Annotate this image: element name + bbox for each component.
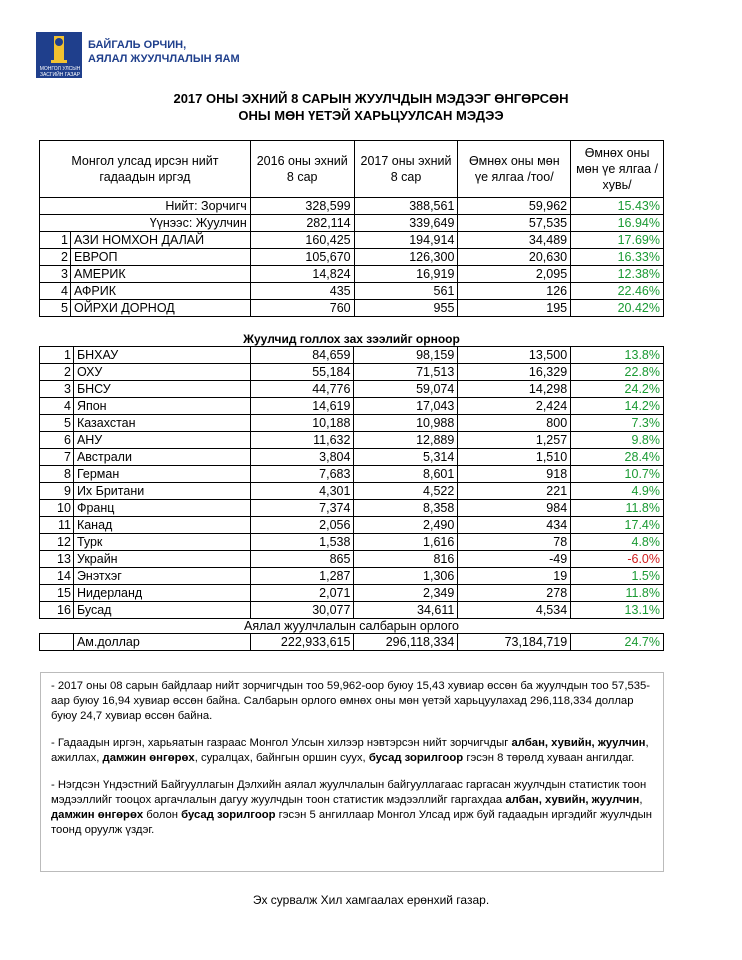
table-row <box>40 232 664 249</box>
table-header-row <box>40 141 664 198</box>
row-label <box>40 283 251 300</box>
diff-percent: 20.42% <box>571 300 664 317</box>
value-2016: 328,599 <box>250 198 354 215</box>
value-2017: 955 <box>354 300 458 317</box>
diff-count: 221 <box>458 483 571 500</box>
notes-box <box>40 672 664 872</box>
row-name: ОЙРХИ ДОРНОД <box>74 301 175 315</box>
note-bold: бусад зорилгоор <box>368 752 464 764</box>
header-cell: Монгол улсад ирсэн нийт гадаадын иргэд <box>40 141 251 198</box>
value-2016: 435 <box>250 283 354 300</box>
value-2016: 865 <box>250 551 354 568</box>
countries-table <box>39 346 664 651</box>
table-row <box>40 398 664 415</box>
table-row <box>40 585 664 602</box>
country-name: Энэтхэг <box>73 568 250 585</box>
ministry-line-1: БАЙГАЛЬ ОРЧИН, <box>88 39 187 51</box>
table-row <box>40 483 664 500</box>
row-index: 9 <box>40 483 74 500</box>
value-2016: 55,184 <box>250 364 354 381</box>
table-row <box>40 602 664 619</box>
table-row <box>40 432 664 449</box>
diff-percent: 10.7% <box>571 466 664 483</box>
row-index: 5 <box>40 415 74 432</box>
row-index: 2 <box>40 364 74 381</box>
diff-count: 13,500 <box>458 347 571 364</box>
country-name: Канад <box>73 517 250 534</box>
diff-count: 16,329 <box>458 364 571 381</box>
diff-count: 984 <box>458 500 571 517</box>
diff-count: 800 <box>458 415 571 432</box>
page-title <box>40 90 702 124</box>
diff-percent: 1.5% <box>571 568 664 585</box>
revenue-row <box>40 634 664 651</box>
diff-percent: 13.1% <box>571 602 664 619</box>
diff-percent: 17.69% <box>571 232 664 249</box>
source-note: Эх сурвалж Хил хамгаалах ерөнхий газар. <box>252 893 490 907</box>
country-name: АНУ <box>73 432 250 449</box>
note-text: , ажиллах, <box>51 737 649 764</box>
value-2016: 7,374 <box>250 500 354 517</box>
note-text: , <box>639 794 643 806</box>
diff-percent: 22.8% <box>571 364 664 381</box>
diff-percent: 9.8% <box>571 432 664 449</box>
value-2017: 16,919 <box>354 266 458 283</box>
row-index: 4 <box>40 398 74 415</box>
value-2016: 160,425 <box>250 232 354 249</box>
value-2016: 105,670 <box>250 249 354 266</box>
country-name: Австрали <box>73 449 250 466</box>
note-paragraph-1: - 2017 оны 08 сарын байдлаар нийт зорчигчдын тоо 59,962-оор буюу 15,43 хувиар өссөн ба жуулчдын тоо 57,535-аар буюу 16,94 хувиар өссөн байна. Салбарын орлого өмнөх оны мөн үетэй харьцуулахад 296,118,334 доллар буюу 24,7 хувиар өссөн байна. <box>51 680 651 722</box>
row-name: ЕВРОП <box>74 250 118 264</box>
country-name: БНСУ <box>73 381 250 398</box>
table-row <box>40 466 664 483</box>
diff-count: 434 <box>458 517 571 534</box>
value-2016: 2,071 <box>250 585 354 602</box>
title-line-1: 2017 ОНЫ ЭХНИЙ 8 САРЫН ЖУУЛЧДЫН МЭДЭЭГ ӨНГӨРСӨН <box>173 91 569 106</box>
diff-count: 2,424 <box>458 398 571 415</box>
row-index: 14 <box>40 568 74 585</box>
table-row <box>40 568 664 585</box>
diff-count: 278 <box>458 585 571 602</box>
diff-count: 14,298 <box>458 381 571 398</box>
value-2017: 59,074 <box>354 381 458 398</box>
value-2017: 1,616 <box>354 534 458 551</box>
diff-count: 918 <box>458 466 571 483</box>
value-2017: 561 <box>354 283 458 300</box>
diff-percent: 15.43% <box>571 198 664 215</box>
diff-percent: 24.7% <box>571 634 664 651</box>
country-name: Турк <box>73 534 250 551</box>
diff-percent: 24.2% <box>571 381 664 398</box>
diff-percent: 13.8% <box>571 347 664 364</box>
value-2016: 14,619 <box>250 398 354 415</box>
revenue-title-row <box>40 619 664 634</box>
note-bold: бусад зорилгоор <box>181 809 276 821</box>
country-name: Украйн <box>73 551 250 568</box>
ministry-name <box>88 38 240 66</box>
value-2017: 17,043 <box>354 398 458 415</box>
value-2017: 98,159 <box>354 347 458 364</box>
value-2016: 7,683 <box>250 466 354 483</box>
diff-count: 2,095 <box>458 266 571 283</box>
diff-count: 59,962 <box>458 198 571 215</box>
note-paragraph-3 <box>51 778 653 838</box>
value-2016: 282,114 <box>250 215 354 232</box>
title-line-2: ОНЫ МӨН ҮЕТЭЙ ХАРЬЦУУЛСАН МЭДЭЭ <box>238 108 504 123</box>
value-2017: 10,988 <box>354 415 458 432</box>
row-index: 1 <box>40 232 71 248</box>
value-2017: 296,118,334 <box>354 634 458 651</box>
note-text: гэсэн 8 төрөлд хуваан ангилдаг. <box>463 752 635 764</box>
diff-percent: 11.8% <box>571 500 664 517</box>
note-text: , суралцах, байнгын оршин суух, <box>194 752 369 764</box>
table-row <box>40 415 664 432</box>
value-2016: 14,824 <box>250 266 354 283</box>
value-2016: 2,056 <box>250 517 354 534</box>
diff-count: 57,535 <box>458 215 571 232</box>
logo-caption: МОНГОЛ УЛСЫН ЗАСГИЙН ГАЗАР <box>39 66 81 78</box>
table-row <box>40 300 664 317</box>
country-name: Нидерланд <box>73 585 250 602</box>
note-bold: дамжин өнгөрөх <box>102 752 195 764</box>
value-2016: 4,301 <box>250 483 354 500</box>
row-index: 10 <box>40 500 74 517</box>
diff-count: 1,510 <box>458 449 571 466</box>
diff-percent: 7.3% <box>571 415 664 432</box>
value-2017: 816 <box>354 551 458 568</box>
diff-percent: 16.33% <box>571 249 664 266</box>
ministry-line-2: АЯЛАЛ ЖУУЛЧЛАЛЫН ЯАМ <box>88 53 240 65</box>
country-name: БНХАУ <box>73 347 250 364</box>
row-name: АМЕРИК <box>74 267 126 281</box>
country-name: Казахстан <box>73 415 250 432</box>
diff-percent: 17.4% <box>571 517 664 534</box>
revenue-currency: Ам.доллар <box>73 634 250 651</box>
table-row <box>40 534 664 551</box>
note-paragraph-2 <box>51 736 653 766</box>
row-index: 3 <box>40 266 71 282</box>
revenue-index <box>40 634 74 651</box>
value-2017: 5,314 <box>354 449 458 466</box>
value-2017: 2,349 <box>354 585 458 602</box>
value-2016: 3,804 <box>250 449 354 466</box>
note-bold: албан, хувийн, жуулчин <box>505 794 640 806</box>
value-2017: 388,561 <box>354 198 458 215</box>
header-cell: 2017 оны эхний 8 сар <box>354 141 458 198</box>
row-name: АФРИК <box>74 284 117 298</box>
row-label: Үүнээс: Жуулчин <box>40 215 251 232</box>
country-name: Япон <box>73 398 250 415</box>
table-row <box>40 449 664 466</box>
diff-percent: 28.4% <box>571 449 664 466</box>
diff-count: 1,257 <box>458 432 571 449</box>
table-row <box>40 215 664 232</box>
row-index: 11 <box>40 517 74 534</box>
header-cell: Өмнөх оны мөн үе ялгаа /хувь/ <box>571 141 664 198</box>
country-name: Бусад <box>73 602 250 619</box>
value-2017: 2,490 <box>354 517 458 534</box>
note-text: болон <box>143 809 182 821</box>
note-bold: дамжин өнгөрөх <box>51 809 144 821</box>
header-cell: 2016 оны эхний 8 сар <box>250 141 354 198</box>
row-label: Нийт: Зорчигч <box>40 198 251 215</box>
diff-percent: 16.94% <box>571 215 664 232</box>
value-2017: 4,522 <box>354 483 458 500</box>
table-row <box>40 266 664 283</box>
row-index: 1 <box>40 347 74 364</box>
value-2017: 339,649 <box>354 215 458 232</box>
note-text: - Гадаадын иргэн, харьяатын газраас Монгол Улсын хилээр нэвтэрсэн нийт зорчигчдыг <box>51 737 512 749</box>
diff-count: 78 <box>458 534 571 551</box>
table-row <box>40 551 664 568</box>
soyombo-icon <box>36 32 82 68</box>
row-index: 4 <box>40 283 71 299</box>
table-row <box>40 517 664 534</box>
note-text: - Нэгдсэн Үндэстний Байгууллагын Дэлхийн аялал жуулчлалын байгууллагаас гаргасан жуулчдын статистик тоон мэдээллийг тооцох аргачлалын дагуу жуулчдын тоон статистик мэдээллийг гаргахдаа <box>51 779 647 806</box>
summary-table <box>39 140 664 317</box>
value-2016: 30,077 <box>250 602 354 619</box>
diff-count: 34,489 <box>458 232 571 249</box>
diff-percent: 12.38% <box>571 266 664 283</box>
value-2017: 12,889 <box>354 432 458 449</box>
row-label <box>40 232 251 249</box>
value-2016: 760 <box>250 300 354 317</box>
diff-count: 126 <box>458 283 571 300</box>
table-row <box>40 347 664 364</box>
diff-percent: 11.8% <box>571 585 664 602</box>
row-label <box>40 266 251 283</box>
table-row <box>40 364 664 381</box>
country-name: ОХУ <box>73 364 250 381</box>
value-2016: 11,632 <box>250 432 354 449</box>
diff-count: 20,630 <box>458 249 571 266</box>
row-name: АЗИ НОМХОН ДАЛАЙ <box>74 233 205 247</box>
row-index: 8 <box>40 466 74 483</box>
row-index: 16 <box>40 602 74 619</box>
note-text: гэсэн 5 ангиллаар Монгол Улсад ирж буй гадаадын иргэдийг жуулчдын тоонд оруулж үздэг. <box>51 809 653 836</box>
country-name: Герман <box>73 466 250 483</box>
diff-count: 195 <box>458 300 571 317</box>
value-2016: 1,287 <box>250 568 354 585</box>
diff-count: 73,184,719 <box>458 634 571 651</box>
value-2017: 34,611 <box>354 602 458 619</box>
value-2017: 71,513 <box>354 364 458 381</box>
table-row <box>40 283 664 300</box>
row-label <box>40 249 251 266</box>
diff-count: 19 <box>458 568 571 585</box>
note-bold: албан, хувийн, жуулчин <box>511 737 646 749</box>
row-label <box>40 300 251 317</box>
country-name: Франц <box>73 500 250 517</box>
diff-count: 4,534 <box>458 602 571 619</box>
diff-percent: 22.46% <box>571 283 664 300</box>
row-index: 7 <box>40 449 74 466</box>
value-2016: 10,188 <box>250 415 354 432</box>
value-2016: 1,538 <box>250 534 354 551</box>
table-row <box>40 198 664 215</box>
value-2017: 126,300 <box>354 249 458 266</box>
value-2017: 1,306 <box>354 568 458 585</box>
diff-count: -49 <box>458 551 571 568</box>
value-2016: 84,659 <box>250 347 354 364</box>
revenue-title: Аялал жуулчлалын салбарын орлого <box>243 619 459 633</box>
table-row <box>40 249 664 266</box>
value-2017: 8,358 <box>354 500 458 517</box>
value-2017: 8,601 <box>354 466 458 483</box>
row-index: 2 <box>40 249 71 265</box>
diff-percent: 14.2% <box>571 398 664 415</box>
diff-percent: 4.9% <box>571 483 664 500</box>
row-index: 12 <box>40 534 74 551</box>
row-index: 15 <box>40 585 74 602</box>
value-2017: 194,914 <box>354 232 458 249</box>
countries-section-title: Жуулчид голлох зах зээлийг орноор <box>243 332 460 346</box>
value-2016: 222,933,615 <box>250 634 354 651</box>
row-index: 3 <box>40 381 74 398</box>
row-index: 13 <box>40 551 74 568</box>
table-row <box>40 500 664 517</box>
diff-percent: 4.8% <box>571 534 664 551</box>
row-index: 6 <box>40 432 74 449</box>
row-index: 5 <box>40 300 71 316</box>
diff-percent: -6.0% <box>571 551 664 568</box>
table-row <box>40 381 664 398</box>
country-name: Их Британи <box>73 483 250 500</box>
value-2016: 44,776 <box>250 381 354 398</box>
header-cell: Өмнөх оны мөн үе ялгаа /тоо/ <box>458 141 571 198</box>
